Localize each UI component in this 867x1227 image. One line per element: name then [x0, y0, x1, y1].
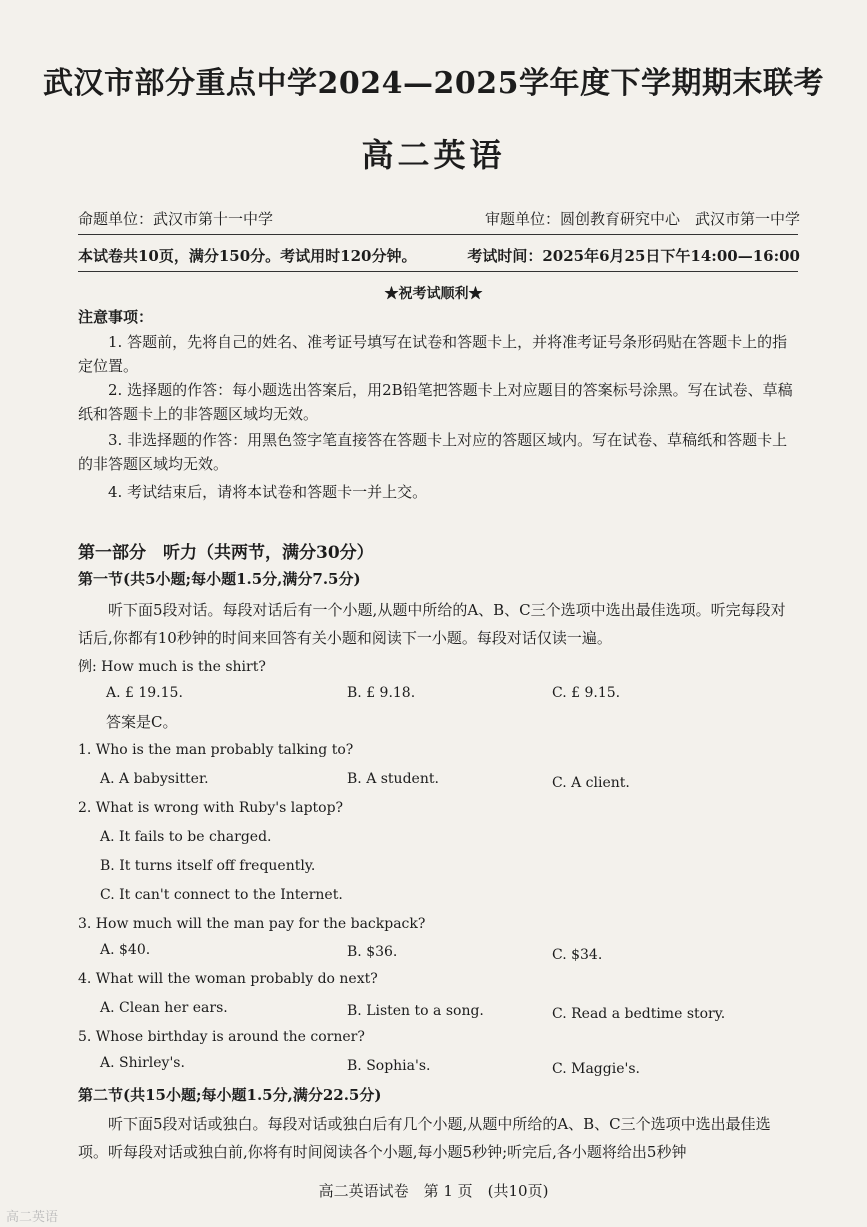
option-b: B. Sophia's. — [347, 1058, 431, 1074]
notice-item: 4. 考试结束后，请将本试卷和答题卡一并上交。 — [108, 483, 428, 501]
page-footer: 高二英语试卷 第 1 页 (共10页) — [318, 1182, 549, 1200]
option-c: C. Read a bedtime story. — [552, 1006, 726, 1022]
option-c: C. It can't connect to the Internet. — [100, 887, 343, 903]
exam-time: 考试时间：2025年6月25日下午14:00—16:00 — [467, 247, 800, 265]
example-question: 例: How much is the shirt? — [78, 659, 266, 675]
section1-heading: 第一节(共5小题;每小题1.5分,满分7.5分) — [78, 570, 361, 588]
notice-item: 1. 答题前，先将自己的姓名、准考证号填写在试卷和答题卡上，并将准考证号条形码贴在答题卡上的指定位置。 — [78, 333, 788, 375]
notice-item: 2. 选择题的作答：每小题选出答案后，用2B铅笔把答题卡上对应题目的答案标号涂黑。写在试卷、草稿纸和答题卡上的非答题区域均无效。 — [78, 381, 793, 423]
divider-bottom — [78, 271, 798, 272]
example-option-b: B. £ 9.18. — [347, 685, 416, 701]
section2-instruction: 听下面5段对话或独白。每段对话或独白后有几个小题,从题中所给的A、B、C三个选项中选出最佳选项。听每段对话或独白前,你将有时间阅读各个小题,每小题5秒钟;听完后,各小题将给出5秒钟 — [78, 1115, 771, 1161]
exam-scope: 本试卷共10页，满分150分。考试用时120分钟。 — [78, 247, 417, 265]
example-option-a: A. £ 19.15. — [106, 685, 183, 701]
option-a: A. A babysitter. — [100, 771, 209, 787]
subject-title: 高二英语 — [361, 136, 506, 174]
part1-heading: 第一部分 听力（共两节，满分30分） — [78, 543, 374, 563]
example-option-c: C. £ 9.15. — [552, 685, 621, 701]
option-b: B. $36. — [347, 944, 398, 960]
setter-unit: 命题单位：武汉市第十一中学 — [78, 210, 274, 228]
option-a: A. $40. — [100, 942, 151, 958]
notice-heading: 注意事项： — [78, 308, 154, 326]
question-stem: 5. Whose birthday is around the corner? — [78, 1029, 365, 1045]
option-a: A. It fails to be charged. — [100, 829, 272, 845]
divider-top — [78, 234, 798, 235]
section2-heading: 第二节(共15小题;每小题1.5分,满分22.5分) — [78, 1086, 382, 1104]
watermark: 高二英语 — [6, 1210, 59, 1225]
option-c: C. A client. — [552, 775, 630, 791]
option-b: B. Listen to a song. — [347, 1003, 484, 1019]
question-stem: 2. What is wrong with Ruby's laptop? — [78, 800, 344, 816]
option-c: C. Maggie's. — [552, 1061, 640, 1077]
section1-instruction: 听下面5段对话。每段对话后有一个小题,从题中所给的A、B、C三个选项中选出最佳选项。听完每段对话后,你都有10秒钟的时间来回答有关小题和阅读下一小题。每段对话仅读一遍。 — [78, 601, 786, 647]
question-stem: 3. How much will the man pay for the backpack? — [78, 916, 426, 932]
option-a: A. Shirley's. — [100, 1055, 185, 1071]
blessing: ★祝考试顺利★ — [384, 286, 483, 302]
question-stem: 4. What will the woman probably do next? — [78, 971, 378, 987]
question-stem: 1. Who is the man probably talking to? — [78, 742, 354, 758]
example-answer: 答案是C。 — [106, 713, 178, 731]
reviewer-unit: 审题单位：圆创教育研究中心 武汉市第一中学 — [484, 210, 800, 228]
option-c: C. $34. — [552, 947, 603, 963]
exam-title: 武汉市部分重点中学2024—2025学年度下学期期末联考 — [43, 66, 824, 101]
option-b: B. It turns itself off frequently. — [100, 858, 316, 874]
option-b: B. A student. — [347, 771, 439, 787]
notice-item: 3. 非选择题的作答：用黑色签字笔直接答在答题卡上对应的答题区域内。写在试卷、草稿纸和答题卡上的非答题区域均无效。 — [78, 431, 788, 473]
option-a: A. Clean her ears. — [100, 1000, 228, 1016]
